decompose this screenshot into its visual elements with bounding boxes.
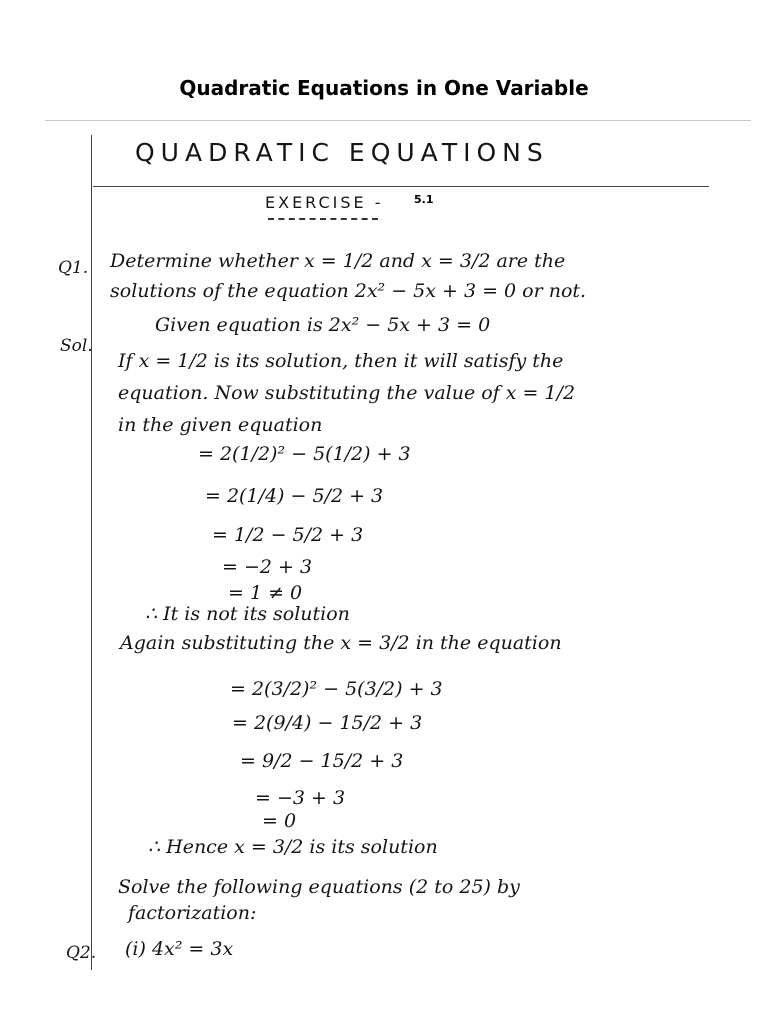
step-7: = 2(9/4) − 15/2 + 3: [232, 712, 423, 734]
sol-line2: If x = 1/2 is its solution, then it will satisfy the: [118, 350, 564, 372]
step-10: = 0: [262, 810, 297, 832]
again-line: Again substituting the x = 3/2 in the equation: [120, 632, 562, 654]
title-divider: [45, 120, 751, 121]
sol-line3: equation. Now substituting the value of x = 1/2: [118, 382, 576, 404]
exercise-label: EXERCISE -: [265, 193, 384, 212]
conclusion-2: ∴ Hence x = 3/2 is its solution: [148, 836, 438, 858]
header-line: [93, 186, 709, 187]
margin-line: [91, 135, 92, 970]
q2-label: Q2.: [66, 943, 97, 963]
step-3: = 1/2 − 5/2 + 3: [212, 524, 364, 546]
instruction-line2: factorization:: [128, 902, 257, 924]
notes-heading: QUADRATIC EQUATIONS: [135, 138, 549, 167]
exercise-underline: [268, 214, 378, 220]
instruction-line1: Solve the following equations (2 to 25) by: [118, 876, 520, 898]
step-1: = 2(1/2)² − 5(1/2) + 3: [198, 443, 411, 465]
sol-line1: Given equation is 2x² − 5x + 3 = 0: [155, 314, 491, 336]
q1-label: Q1.: [58, 258, 89, 278]
sol-line4: in the given equation: [118, 414, 323, 436]
sol-label: Sol.: [60, 336, 93, 356]
step-9: = −3 + 3: [255, 787, 346, 809]
q1-line2: solutions of the equation 2x² − 5x + 3 = 0 or not.: [110, 280, 587, 302]
q2-text: (i) 4x² = 3x: [125, 938, 234, 960]
step-5: = 1 ≠ 0: [228, 582, 303, 604]
step-2: = 2(1/4) − 5/2 + 3: [205, 485, 384, 507]
exercise-number: 5.1: [414, 193, 434, 206]
step-6: = 2(3/2)² − 5(3/2) + 3: [230, 678, 443, 700]
step-4: = −2 + 3: [222, 556, 313, 578]
page-title: Quadratic Equations in One Variable: [179, 76, 589, 100]
conclusion-1: ∴ It is not its solution: [145, 603, 350, 625]
step-8: = 9/2 − 15/2 + 3: [240, 750, 404, 772]
q1-line1: Determine whether x = 1/2 and x = 3/2 are the: [110, 250, 566, 272]
